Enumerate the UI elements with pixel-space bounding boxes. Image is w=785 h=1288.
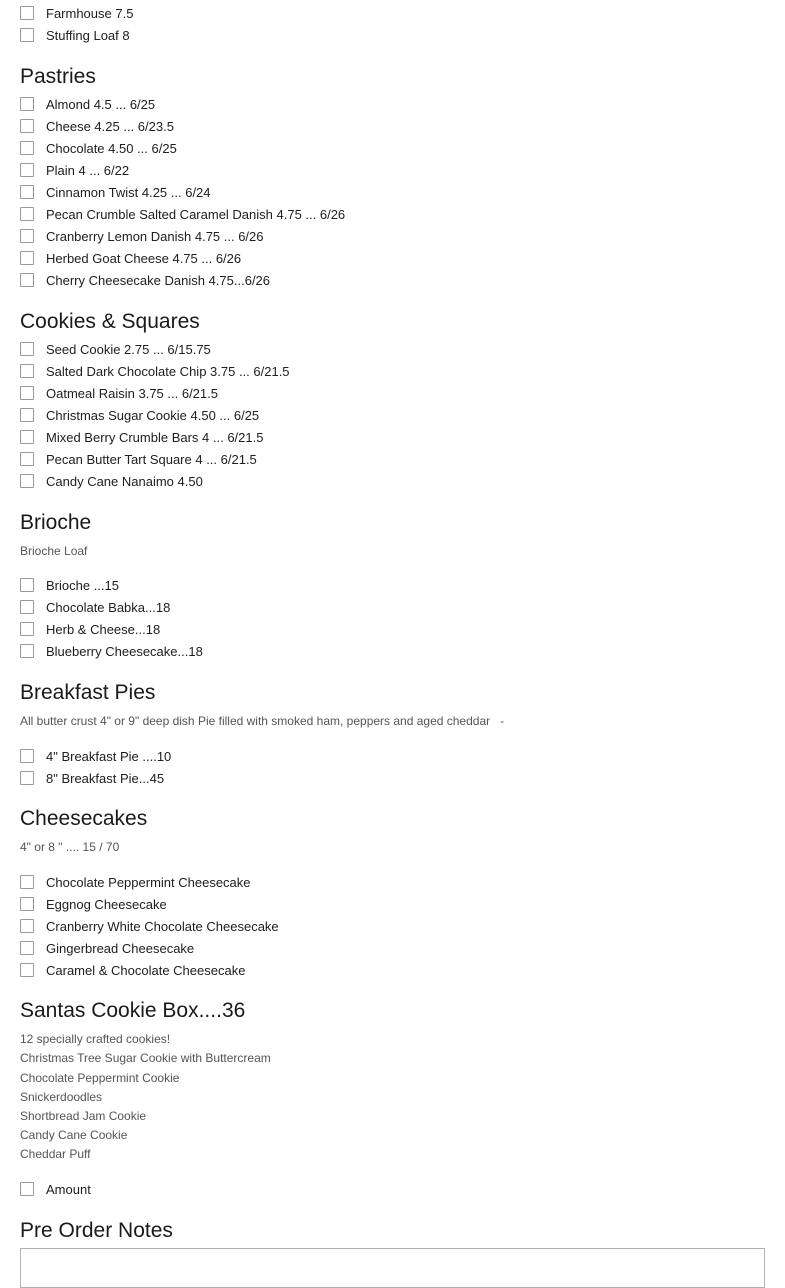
checkbox-item[interactable]	[20, 470, 203, 492]
checkbox[interactable]	[20, 229, 34, 243]
checkbox-label: Candy Cane Nanaimo 4.50	[46, 473, 203, 489]
section-description: Candy Cane Cookie	[20, 1128, 128, 1142]
checkbox[interactable]	[20, 364, 34, 378]
checkbox-label: Eggnog Cheesecake	[46, 896, 167, 912]
section-description: All butter crust 4" or 9" deep dish Pie filled with smoked ham, peppers and aged cheddar -	[20, 714, 505, 728]
checkbox[interactable]	[20, 578, 34, 592]
checkbox[interactable]	[20, 185, 34, 199]
checkbox-label: Plain 4 ... 6/22	[46, 162, 130, 178]
checkbox-item[interactable]	[20, 915, 279, 937]
checkbox-item[interactable]	[20, 137, 177, 159]
section-title-pastries: Pastries	[20, 65, 96, 88]
checkbox-label: Chocolate Babka...18	[46, 599, 171, 615]
checkbox[interactable]	[20, 474, 34, 488]
checkbox[interactable]	[20, 28, 34, 42]
checkbox-label: Herbed Goat Cheese 4.75 ... 6/26	[46, 250, 242, 266]
checkbox-label: Gingerbread Cheesecake	[46, 940, 195, 956]
section-title-cheesecakes: Cheesecakes	[20, 807, 148, 830]
section-title-cookie-box: Santas Cookie Box....36	[20, 999, 246, 1022]
checkbox-item[interactable]	[20, 382, 218, 404]
checkbox[interactable]	[20, 251, 34, 265]
checkbox-item[interactable]	[20, 360, 290, 382]
checkbox[interactable]	[20, 141, 34, 155]
checkbox-item[interactable]	[20, 269, 270, 291]
section-description: 4" or 8 " .... 15 / 70	[20, 840, 120, 854]
section-title-breakfast-pies: Breakfast Pies	[20, 681, 156, 704]
section-description: Shortbread Jam Cookie	[20, 1109, 147, 1123]
checkbox[interactable]	[20, 163, 34, 177]
checkbox[interactable]	[20, 6, 34, 20]
checkbox-item[interactable]	[20, 937, 194, 959]
checkbox-label: Chocolate 4.50 ... 6/25	[46, 140, 177, 156]
checkbox-item[interactable]	[20, 767, 164, 789]
checkbox-label: 4" Breakfast Pie ....10	[46, 748, 172, 764]
checkbox-label: Brioche ...15	[46, 577, 119, 593]
checkbox-item[interactable]	[20, 618, 160, 640]
checkbox-item[interactable]	[20, 871, 251, 893]
checkbox-item[interactable]	[20, 596, 170, 618]
checkbox[interactable]	[20, 622, 34, 636]
checkbox-item[interactable]	[20, 181, 211, 203]
checkbox-label: Stuffing Loaf 8	[46, 27, 130, 43]
checkbox-item-amount[interactable]	[20, 1178, 91, 1200]
checkbox[interactable]	[20, 600, 34, 614]
checkbox[interactable]	[20, 941, 34, 955]
checkbox-label: Blueberry Cheesecake...18	[46, 643, 203, 659]
checkbox-label: Almond 4.5 ... 6/25	[46, 96, 156, 112]
checkbox-label: Mixed Berry Crumble Bars 4 ... 6/21.5	[46, 429, 264, 445]
checkbox[interactable]	[20, 875, 34, 889]
checkbox-item[interactable]	[20, 893, 167, 915]
checkbox-item[interactable]	[20, 574, 119, 596]
checkbox[interactable]	[20, 919, 34, 933]
section-title-pre-order-notes: Pre Order Notes	[20, 1219, 173, 1242]
checkbox-item[interactable]	[20, 159, 129, 181]
checkbox[interactable]	[20, 1182, 34, 1196]
checkbox-label: Farmhouse 7.5	[46, 5, 134, 21]
checkbox[interactable]	[20, 408, 34, 422]
checkbox-label: Caramel & Chocolate Cheesecake	[46, 962, 246, 978]
checkbox[interactable]	[20, 119, 34, 133]
checkbox[interactable]	[20, 963, 34, 977]
checkbox-item[interactable]	[20, 426, 263, 448]
checkbox-item[interactable]	[20, 640, 203, 662]
section-description: Snickerdoodles	[20, 1090, 103, 1104]
checkbox[interactable]	[20, 452, 34, 466]
section-description: Chocolate Peppermint Cookie	[20, 1071, 180, 1085]
checkbox-label: Salted Dark Chocolate Chip 3.75 ... 6/21.5	[46, 363, 290, 379]
checkbox[interactable]	[20, 386, 34, 400]
checkbox-item[interactable]	[20, 404, 259, 426]
checkbox-item[interactable]	[20, 745, 171, 767]
checkbox-item[interactable]	[20, 448, 257, 470]
section-title-cookies: Cookies & Squares	[20, 310, 200, 333]
checkbox[interactable]	[20, 273, 34, 287]
checkbox-label: Cherry Cheesecake Danish 4.75...6/26	[46, 272, 271, 288]
checkbox-label: 8" Breakfast Pie...45	[46, 770, 165, 786]
checkbox[interactable]	[20, 97, 34, 111]
section-description: 12 specially crafted cookies!	[20, 1032, 171, 1046]
checkbox-label: Cranberry Lemon Danish 4.75 ... 6/26	[46, 228, 264, 244]
section-description: Cheddar Puff	[20, 1147, 91, 1161]
checkbox-item[interactable]	[20, 203, 345, 225]
checkbox-label: Cinnamon Twist 4.25 ... 6/24	[46, 184, 211, 200]
checkbox-label: Seed Cookie 2.75 ... 6/15.75	[46, 341, 211, 357]
section-title-brioche: Brioche	[20, 511, 92, 534]
checkbox-item[interactable]	[20, 225, 264, 247]
checkbox[interactable]	[20, 749, 34, 763]
checkbox[interactable]	[20, 342, 34, 356]
section-description: Christmas Tree Sugar Cookie with Buttercream	[20, 1051, 271, 1065]
checkbox-label: Amount	[46, 1181, 91, 1197]
checkbox-label: Chocolate Peppermint Cheesecake	[46, 874, 251, 890]
checkbox-item[interactable]	[20, 247, 241, 269]
checkbox[interactable]	[20, 771, 34, 785]
checkbox-item[interactable]	[20, 115, 174, 137]
checkbox[interactable]	[20, 897, 34, 911]
checkbox-label: Pecan Butter Tart Square 4 ... 6/21.5	[46, 451, 257, 467]
checkbox-label: Cheese 4.25 ... 6/23.5	[46, 118, 174, 134]
checkbox[interactable]	[20, 644, 34, 658]
checkbox-item[interactable]	[20, 338, 211, 360]
checkbox-label: Herb & Cheese...18	[46, 621, 161, 637]
checkbox-label: Cranberry White Chocolate Cheesecake	[46, 918, 279, 934]
checkbox-item[interactable]	[20, 959, 245, 981]
pre-order-notes-input[interactable]	[20, 1248, 765, 1288]
checkbox[interactable]	[20, 207, 34, 221]
checkbox[interactable]	[20, 430, 34, 444]
checkbox-label: Oatmeal Raisin 3.75 ... 6/21.5	[46, 385, 218, 401]
checkbox-item[interactable]	[20, 93, 155, 115]
checkbox-item-stuffing-loaf[interactable]	[20, 24, 130, 46]
checkbox-label: Christmas Sugar Cookie 4.50 ... 6/25	[46, 407, 260, 423]
checkbox-item-farmhouse[interactable]	[20, 2, 133, 24]
checkbox-label: Pecan Crumble Salted Caramel Danish 4.75 ... 6/26	[46, 206, 346, 222]
section-description: Brioche Loaf	[20, 544, 88, 558]
